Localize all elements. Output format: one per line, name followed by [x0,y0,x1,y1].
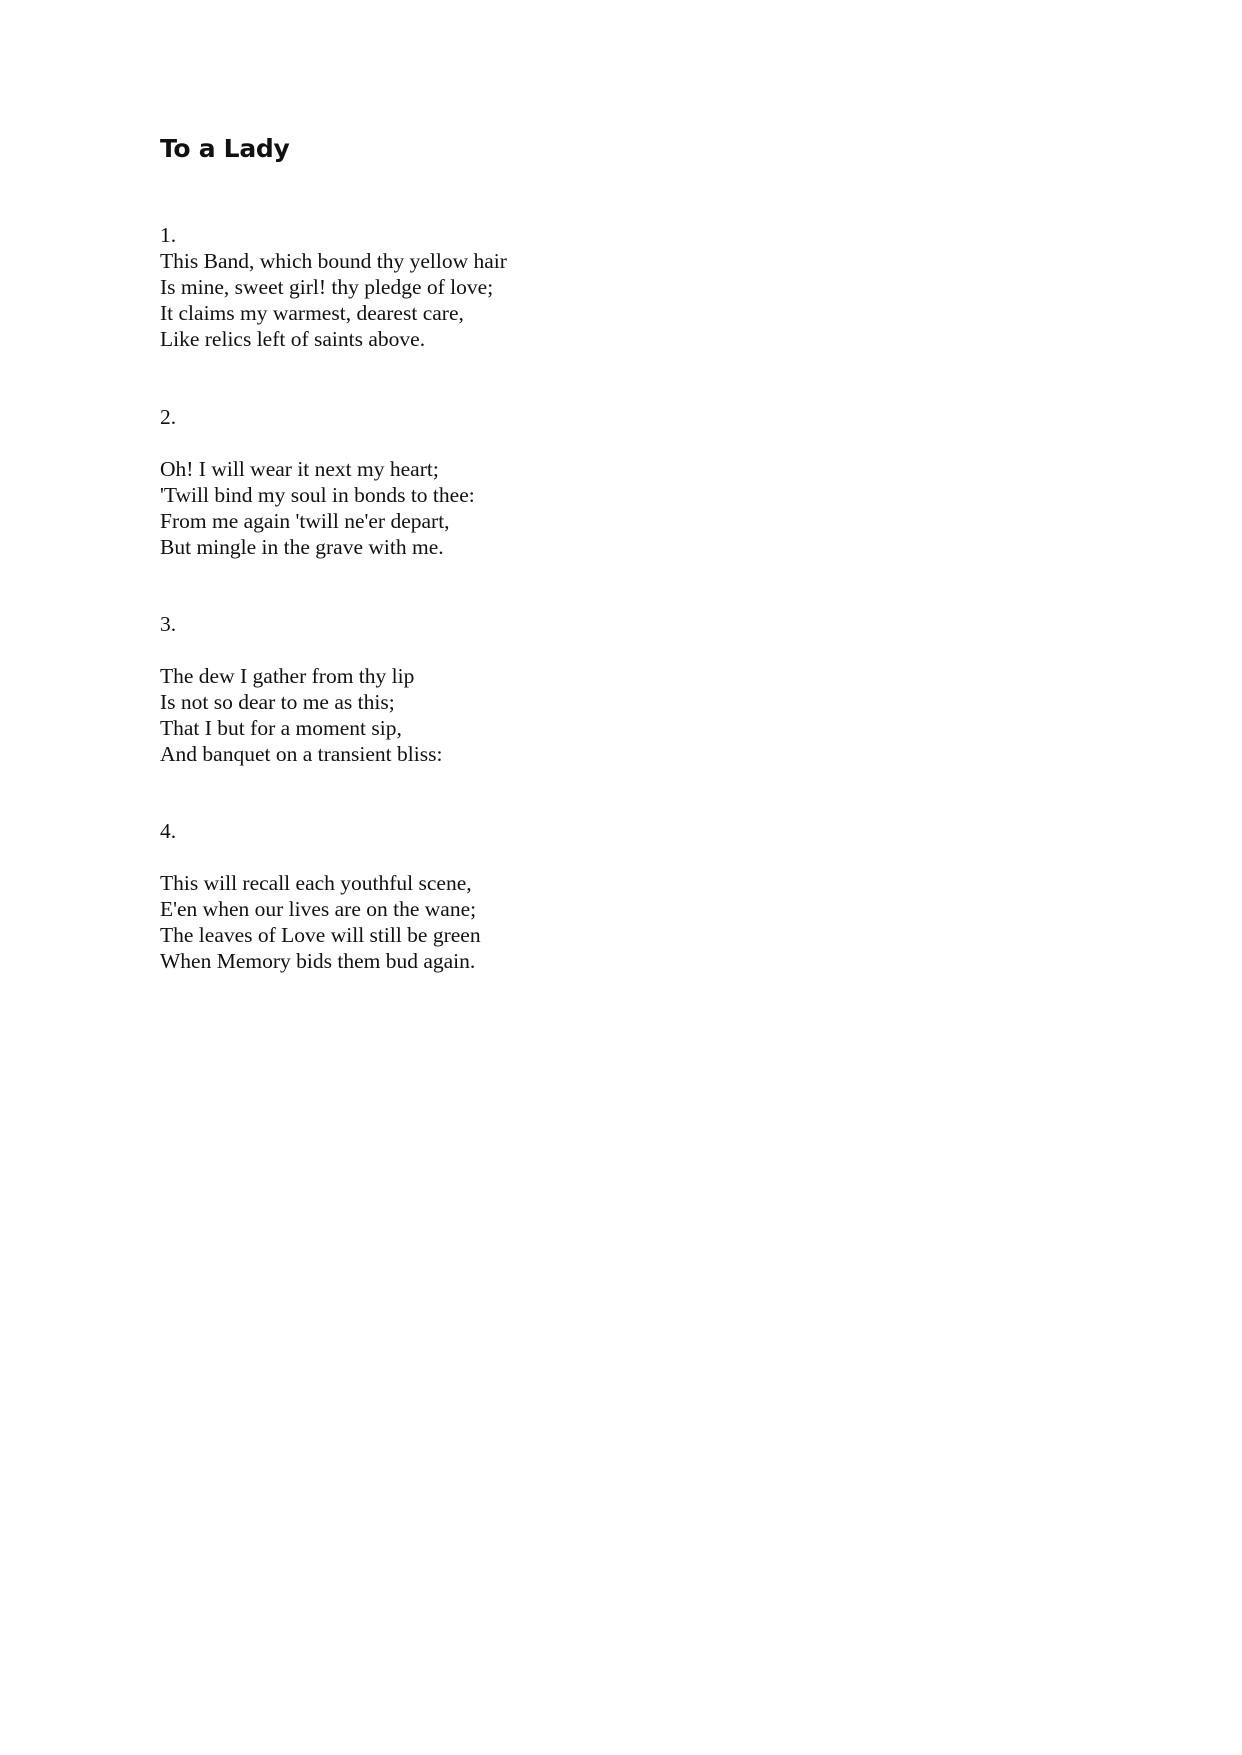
stanza-4 [160,818,481,974]
poem-line: When Memory bids them bud again. [160,949,476,973]
poem-line: This will recall each youthful scene, [160,871,472,895]
poem-line: But mingle in the grave with me. [160,535,444,559]
poem-line: Oh! I will wear it next my heart; [160,457,439,481]
stanza-1 [160,222,507,352]
poem-line: Like relics left of saints above. [160,327,426,351]
stanza-number: 2. [160,405,177,429]
poem-title: To a Lady [160,134,290,163]
poem-line: This Band, which bound thy yellow hair [160,249,507,273]
stanza-2 [160,404,475,560]
stanza-number: 3. [160,612,177,636]
stanza-3 [160,611,442,767]
poem-line: From me again 'twill ne'er depart, [160,509,450,533]
poem-line: E'en when our lives are on the wane; [160,897,477,921]
stanza-number: 1. [160,223,177,247]
poem-line: The dew I gather from thy lip [160,664,415,688]
poem-line: And banquet on a transient bliss: [160,742,443,766]
poem-line: The leaves of Love will still be green [160,923,481,947]
stanza-number: 4. [160,819,177,843]
poem-line: It claims my warmest, dearest care, [160,301,464,325]
poem-line: Is not so dear to me as this; [160,690,395,714]
poem-line: That I but for a moment sip, [160,716,402,740]
poem-line: Is mine, sweet girl! thy pledge of love; [160,275,494,299]
poem-line: 'Twill bind my soul in bonds to thee: [160,483,475,507]
